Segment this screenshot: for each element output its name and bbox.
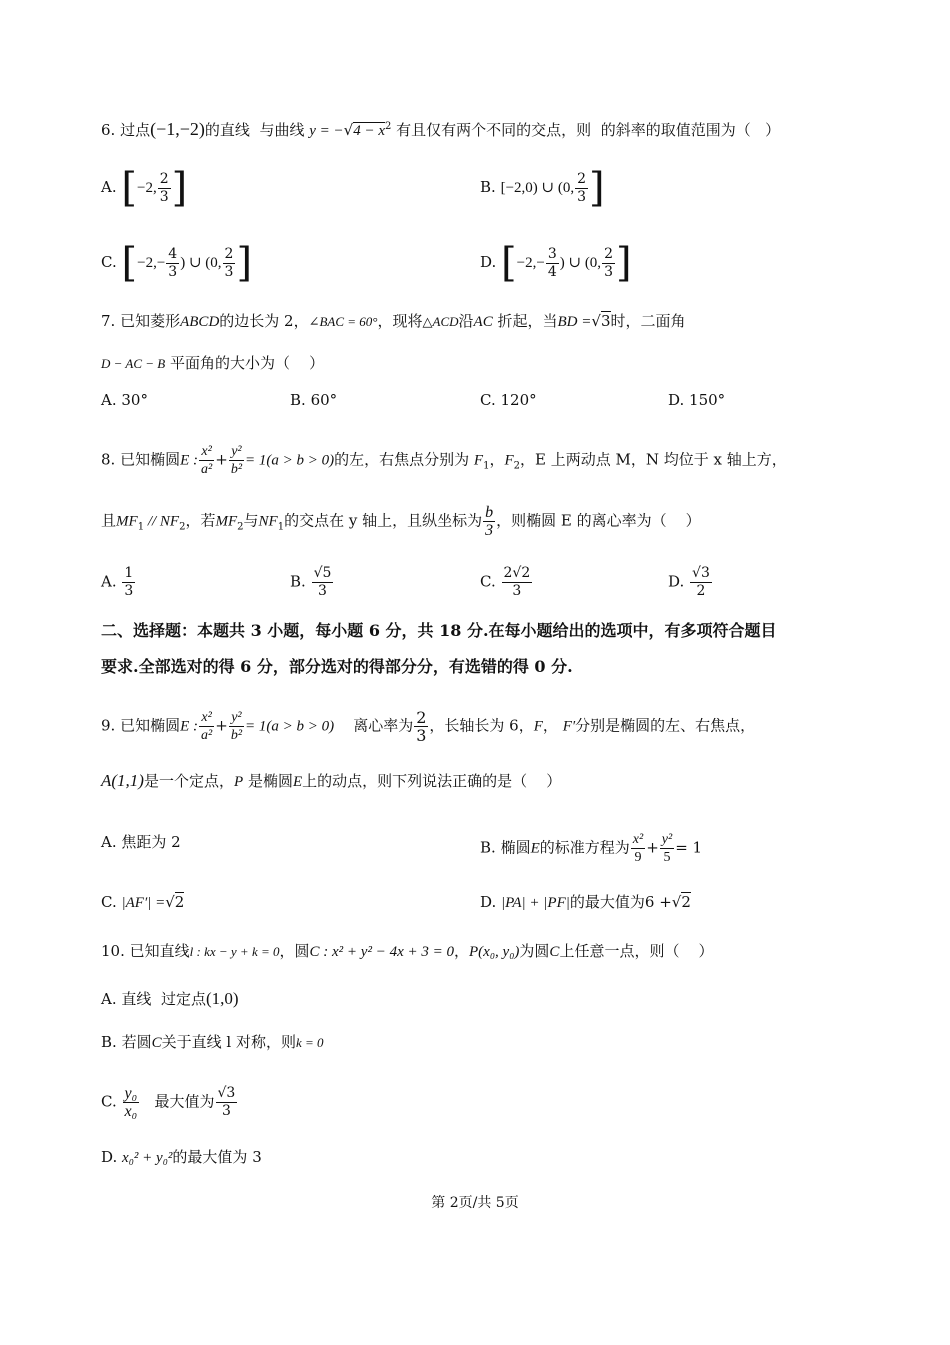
q7-stem-line2: D − AC − B 平面角的大小为（ ） (101, 354, 325, 372)
q6-stem: 6. 过点(−1,−2)的直线 与曲线 $y = -√4 - x^2$ 有且仅有两个不同的交点，则 的斜率的取值范围为（ ） (101, 119, 781, 139)
q10-option-b[interactable]: B. 若圆C关于直线 l 对称，则k = 0 (101, 1033, 324, 1051)
q7-option-b[interactable]: B. 60° (290, 391, 338, 409)
q10-option-d[interactable]: D. x₀² + y₀²的最大值为 3 (101, 1148, 262, 1166)
q6-option-b[interactable]: B. [−2,0) ∪ (0, $\frac{2}{3}$ ] (480, 165, 605, 211)
q9-option-c[interactable]: C. |AF′| =√2 (101, 893, 185, 911)
q8-option-d[interactable]: D. $\frac{√3}{2}$ (668, 565, 710, 599)
q6-option-a[interactable]: A. [−2, $\frac{2}{3}$ ] (101, 165, 188, 211)
q10-option-c[interactable]: C. $\frac{\text{y₀}}{\text{x₀}}$ 最大值为 $\frac{√3}{3}$ (101, 1085, 236, 1120)
q9-option-a[interactable]: A. 焦距为 2 (101, 833, 181, 851)
q7-option-c[interactable]: C. 120° (480, 391, 537, 409)
q8-option-b[interactable]: B. $\frac{√5}{3}$ (290, 565, 332, 599)
q10-stem: 10. 已知直线l : kx − y + k = 0，圆C : x² + y² − 4x + 3 = 0，P(x₀, y₀)为圆C上任意一点，则（ ） (101, 942, 714, 960)
q6-option-d[interactable]: D. [−2,− $\frac{3}{4}$ ) ∪ (0, $\frac{2}{3}$ ] (480, 240, 632, 286)
q6-option-c[interactable]: C. [−2,− $\frac{4}{3}$ ) ∪ (0, $\frac{2}{3}$ ] (101, 240, 253, 286)
page-footer: 第 2页/共 5页 (431, 1195, 519, 1211)
q9-option-d[interactable]: D. |PA| + |PF|的最大值为6 +√2 (480, 893, 691, 911)
q8-option-c[interactable]: C. $\frac{2√2}{3}$ (480, 565, 531, 599)
q9-option-b[interactable]: B. 椭圆E的标准方程为 $\frac{\text{x²}}{9}$ + $\frac{\text{y²}}{5}$ = 1 (480, 832, 703, 865)
q7-stem-line1: 7. 已知菱形ABCD的边长为 2，∠BAC = 60°，现将△ACD沿AC 折起，当BD =√3时，二面角 (101, 312, 686, 330)
q10-option-a[interactable]: A. 直线 过定点(1,0) (101, 989, 239, 1008)
q7-option-a[interactable]: A. 30° (101, 391, 148, 409)
q7-option-d[interactable]: D. 150° (668, 391, 726, 409)
q8-stem-line2: 且$MF_1 // NF_2$，若$MF_2$与$NF_1$的交点在 y 轴上，且纵坐标为 $\frac{b}{3}$ ，则椭圆 E 的离心率为（ ） (101, 504, 701, 539)
q9-stem-line2: A(1,1)是一个定点，P 是椭圆E上的动点，则下列说法正确的是（ ） (101, 771, 562, 790)
section2-line2: 要求.全部选对的得 6 分，部分选对的得部分分，有选错的得 0 分. (101, 657, 573, 676)
section2-line1: 二、选择题：本题共 3 小题，每小题 6 分，共 18 分.在每小题给出的选项中，有多项符合题目 (101, 621, 777, 640)
q8-option-a[interactable]: A. $\frac{1}{3}$ (101, 565, 134, 599)
q8-stem-line1: 8. 已知椭圆E : $\frac{\text{x²}}{\text{a²}}$ + $\frac{\text{y²}}{\text{b²}}$ = 1(a > b > 0)的左，右焦点分别为 $F_1$，$F_2$，E 上两动点 M，N 均位于 x 轴上方， (101, 444, 787, 477)
q9-stem-line1: 9. 已知椭圆E : $\frac{\text{x²}}{\text{a²}}$ + $\frac{\text{y²}}{\text{b²}}$ = 1(a > b > 0) 离心率为 $\frac{2}{3}$ ，长轴长为 6，F， F′分别是椭圆的左、右焦点， (101, 708, 756, 745)
